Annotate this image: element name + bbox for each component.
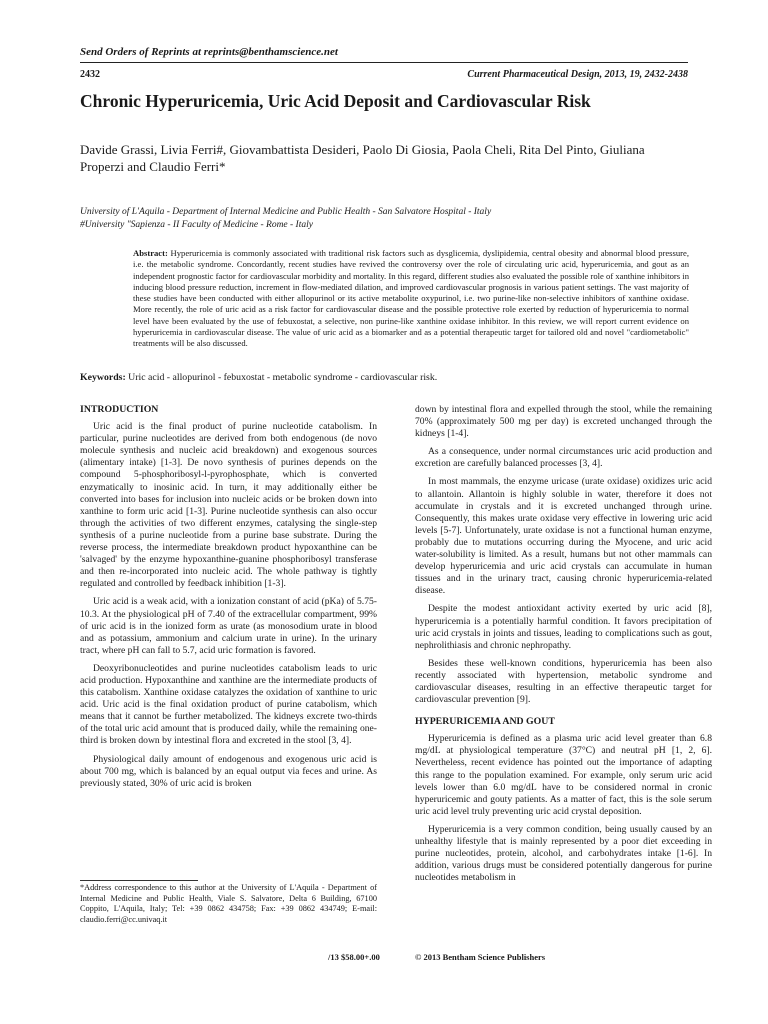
footnote-rule bbox=[80, 880, 198, 881]
paragraph: Hyperuricemia is a very common condition, being usually caused by an unhealthy lifestyle that is mainly represented by a poor diet exceeding in purine nucleotides, protein, alcohol, and carbohydrates intake [1-6]. In addition, various drugs must be considered potentially dangerous for purine nucleotides metabolism in bbox=[415, 823, 712, 884]
affiliation-1: University of L'Aquila - Department of Internal Medicine and Public Health - San Salvatore Hospital - Italy bbox=[80, 207, 492, 217]
journal-citation: Current Pharmaceutical Design, 2013, 19, 2432-2438 bbox=[467, 69, 688, 80]
paragraph: In most mammals, the enzyme uricase (urate oxidase) oxidizes uric acid to allantoin. Allantoin is highly soluble in water, therefore it does not accumulate in crystals and it is excreted unchanged through urine. Consequently, this makes urate oxidase very effective in lowering uric acid levels [5-7]. Unfortunately, urate oxidase is not a functional human enzyme, probably due to mutations occurring during the Myocene, and uric acid water-solubility is limited. As a result, humans but not other mammals can develop hyperuricemia and uric acid crystals can accumulate in human tissues and in the urinary tract, causing chronic hyperuricemia-related disease. bbox=[415, 476, 712, 597]
author-list: Davide Grassi, Livia Ferri#, Giovambattista Desideri, Paolo Di Giosia, Paola Cheli, Rita Del Pinto, Giuliana Properzi and Claudio Ferri* bbox=[80, 142, 645, 174]
abstract-label: Abstract: bbox=[133, 248, 168, 258]
paragraph: As a consequence, under normal circumstances uric acid production and excretion are carefully balanced processes [3, 4]. bbox=[415, 446, 712, 470]
send-orders-line: Send Orders of Reprints at reprints@benthamscience.net bbox=[80, 46, 338, 58]
keywords bbox=[80, 372, 688, 383]
correspondence-footnote: *Address correspondence to this author at the University of L'Aquila - Department of Internal Medicine and Public Health, Viale S. Salvatore, Delta 6 Building, 67100 Coppito, L'Aquila, Italy; Tel: +39 0862 434758; Fax: +39 0862 434749; E-mail: claudio.ferri@cc.univaq.it bbox=[80, 883, 377, 924]
publisher-copyright: © 2013 Bentham Science Publishers bbox=[415, 952, 546, 962]
price-code: /13 $58.00+.00 bbox=[328, 952, 380, 962]
paragraph: Uric acid is the final product of purine nucleotide catabolism. In particular, purine nucleotides are derived from both endogenous (de novo molecule synthesis and nucleic acid breakdown) and exogenous sources (alimentary intake) [1-3]. De novo synthesis of purines depends on the compound 5-phosphoribosyl-l-pyrophosphate, which is converted enzymatically to inosinic acid. In turn, it may additionally either be converted into bases for inclusion into nucleic acids or be broken down into xanthine to form uric acid [1-3]. Purine nucleotide synthesis can also occur through the activities of two different enzymes, catalysing the single-step synthesis of a purine nucleotide from a purine base substrate. During the reverse process, the intermediate breakdown product hypoxanthine can be 'salvaged' by the enzyme hypoxanthine-guanine phosphoribosyl transferase and then re-incorporated into nucleic acid. The whole pathway is tightly regulated and controlled by feedback inhibition [1-3]. bbox=[80, 421, 377, 590]
section-heading-hyperuricemia-gout: HYPERURICEMIA AND GOUT bbox=[415, 716, 555, 728]
paragraph: Uric acid is a weak acid, with a ionization constant of acid (pKa) of 5.75-10.3. At the physiological pH of 7.40 of the extracellular compartment, 99% of uric acid is in the ionized form as urate (as monosodium urate in blood and as potassium, ammonium and calcium urate in urine). In the urinary tract, where pH can fall to 5.7, acid uric formation is favored. bbox=[80, 596, 377, 656]
keywords-label: Keywords: bbox=[80, 372, 126, 383]
header-rule bbox=[80, 62, 688, 63]
paragraph: Hyperuricemia is defined as a plasma uric acid level greater than 6.8 mg/dL at physiological temperature (37°C) and neutral pH [1, 2, 6]. Nevertheless, recent evidence has pointed out the importance of adapting this range to the population examined. For example, only serum uric acid levels lower than 6.0 mg/dL have to be considered normal in cronic hyperuricemic and gouty patients. As a matter of fact, this is the sole serum uric acid level truly preventing uric acid crystal deposition. bbox=[415, 733, 712, 817]
abstract bbox=[133, 248, 689, 350]
left-column bbox=[80, 404, 377, 796]
right-column bbox=[415, 404, 712, 890]
paragraph: Despite the modest antioxidant activity exerted by uric acid [8], hyperuricemia is a potentially harmful condition. It favors precipitation of uric acid crystals in joints and tissues, leading to complications such as gout, nephrolithiasis and chronic nephropathy. bbox=[415, 603, 712, 651]
paragraph: Deoxyribonucleotides and purine nucleotides catabolism leads to uric acid production. Hypoxanthine and xanthine are the intermediate products of this catabolism. Xanthine oxidase catalyzes the oxidation of xanthine to uric acid. Uric acid is the final oxidation product of purine catabolism, which means that it cannot be further metabolized. The kidneys excrete two-thirds of the total uric acid amount that is produced daily, while the remaining one-third is broken down by intestinal flora and excreted in the stool [3, 4]. bbox=[80, 662, 377, 747]
abstract-text: Hyperuricemia is commonly associated with traditional risk factors such as dysglicemia, dyslipidemia, central obesity and abnormal blood pressure, i.e. the metabolic syndrome. Concordantly, recent studies have revived the controversy over the role of circulating uric acid, hyperuricemia, and gout as an independent prognostic factor for cardiovascular morbidity and mortality. In this regard, different studies also evaluated the possible role of xanthine inhibitors in inducing blood pressure reduction, increment in flow-mediated dilation, and improved cardiovascular prognosis in various patient settings. The vast majority of these studies have been conducted with either allopurinol or its active metabolite oxypurinol, i.e. two purine-like non-selective inhibitors of xanthine oxidase. More recently, the role of uric acid as a risk factor for cardiovascular disease and the possible protective role exerted by reduction of hyperuricemia to normal level have been evaluated by the use of febuxostat, a selective, non purine-like xanthine oxidase inhibitor. In this review, we will report current evidence on hyperuricemia in cardiovascular disease. The value of uric acid as a biomarker and as a potential therapeutic target for tailored old and novel "cardiometabolic" treatments will be also discussed. bbox=[133, 248, 689, 349]
article-title: Chronic Hyperuricemia, Uric Acid Deposit and Cardiovascular Risk bbox=[80, 91, 591, 111]
section-heading-introduction: INTRODUCTION bbox=[80, 404, 159, 415]
affiliation-2: #University "Sapienza - II Faculty of Medicine - Rome - Italy bbox=[80, 220, 313, 230]
keywords-text: Uric acid - allopurinol - febuxostat - metabolic syndrome - cardiovascular risk. bbox=[128, 372, 438, 383]
paragraph-continuation: down by intestinal flora and expelled through the stool, while the remaining 70% (approximately 500 mg per day) is excreted unchanged through the kidneys [1-4]. bbox=[415, 404, 712, 440]
paragraph: Physiological daily amount of endogenous and exogenous uric acid is about 700 mg, which is balanced by an equal output via feces and urine. As previously stated, 30% of uric acid is broken bbox=[80, 753, 377, 789]
paragraph: Besides these well-known conditions, hyperuricemia has been also recently associated with hypertension, metabolic syndrome and cardiovascular diseases, resulting in an effective therapeutic target for cardiovascular prevention [9]. bbox=[415, 657, 712, 706]
page-number: 2432 bbox=[80, 69, 100, 80]
